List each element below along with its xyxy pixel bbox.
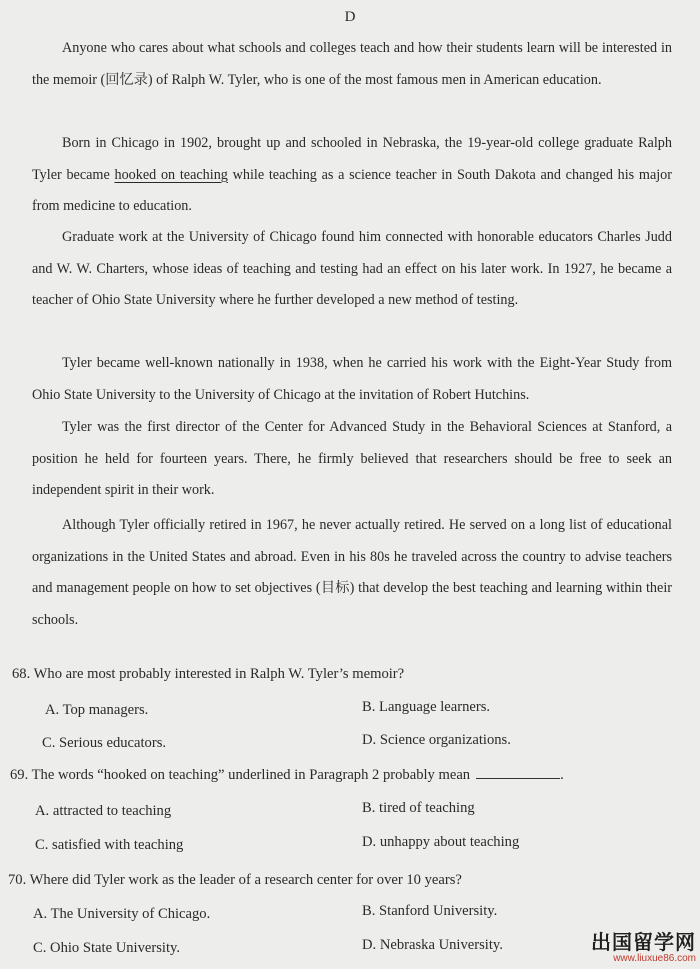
- passage-paragraph-3: Graduate work at the University of Chicago found him connected with honorable educators Charles Judd and W. W. Charters, whose ideas of teaching and testing had an effect on his later work. In 1927, he became a teacher of Ohio State University where he further developed a new method of testing.: [32, 229, 672, 308]
- question-70-option-a[interactable]: A. The University of Chicago.: [33, 906, 211, 922]
- question-70-option-b[interactable]: B. Stanford University.: [362, 903, 498, 919]
- question-70-option-c[interactable]: C. Ohio State University.: [33, 940, 181, 956]
- question-69: 69. The words “hooked on teaching” underlined in Paragraph 2 probably mean .: [10, 767, 564, 783]
- underlined-phrase: hooked on teaching: [114, 166, 228, 183]
- site-watermark: [556, 931, 696, 965]
- passage-paragraph-6: Although Tyler officially retired in 1967, he never actually retired. He served on a long list of educational organizations in the United States and abroad. Even in his 80s he traveled across the country to advise teachers and management people on how to set objectives (目标) that develop the best teaching and learning within their schools.: [32, 517, 672, 628]
- question-70: 70. Where did Tyler work as the leader of a research center for over 10 years?: [8, 872, 462, 888]
- question-69-option-a[interactable]: A. attracted to teaching: [35, 803, 172, 819]
- answer-blank: [476, 766, 560, 779]
- watermark-url: www.liuxue86.com: [613, 953, 696, 964]
- question-68-option-c[interactable]: C. Serious educators.: [42, 735, 167, 751]
- question-69-option-c[interactable]: C. satisfied with teaching: [35, 837, 184, 853]
- question-68-option-d[interactable]: D. Science organizations.: [362, 732, 511, 748]
- question-68-option-a[interactable]: A. Top managers.: [45, 702, 149, 718]
- passage-paragraph-4: Tyler became well-known nationally in 1938, when he carried his work with the Eight-Year Study from Ohio State University to the University of Chicago at the invitation of Robert Hutchins.: [32, 355, 672, 403]
- passage-paragraph-5: Tyler was the first director of the Center for Advanced Study in the Behavioral Sciences at Stanford, a position he held for fourteen years. There, he firmly believed that researchers should be free to seek an independent spirit in their work.: [32, 419, 672, 498]
- question-68-option-b[interactable]: B. Language learners.: [362, 699, 491, 715]
- section-label: D: [344, 9, 356, 25]
- passage-paragraph-2: Born in Chicago in 1902, brought up and schooled in Nebraska, the 19-year-old college graduate Ralph Tyler became hooked on teaching while teaching as a science teacher in South Dakota and changed his major from medicine to education.: [32, 135, 672, 214]
- watermark-site-name: 出国留学网: [591, 930, 696, 954]
- question-69-option-d[interactable]: D. unhappy about teaching: [362, 834, 520, 850]
- question-68: 68. Who are most probably interested in Ralph W. Tyler’s memoir?: [12, 666, 405, 682]
- question-69-option-b[interactable]: B. tired of teaching: [362, 800, 475, 816]
- question-70-option-d[interactable]: D. Nebraska University.: [362, 937, 503, 953]
- passage-paragraph-1: Anyone who cares about what schools and colleges teach and how their students learn will be interested in the memoir (回忆录) of Ralph W. Tyler, who is one of the most famous men in American education.: [32, 40, 672, 88]
